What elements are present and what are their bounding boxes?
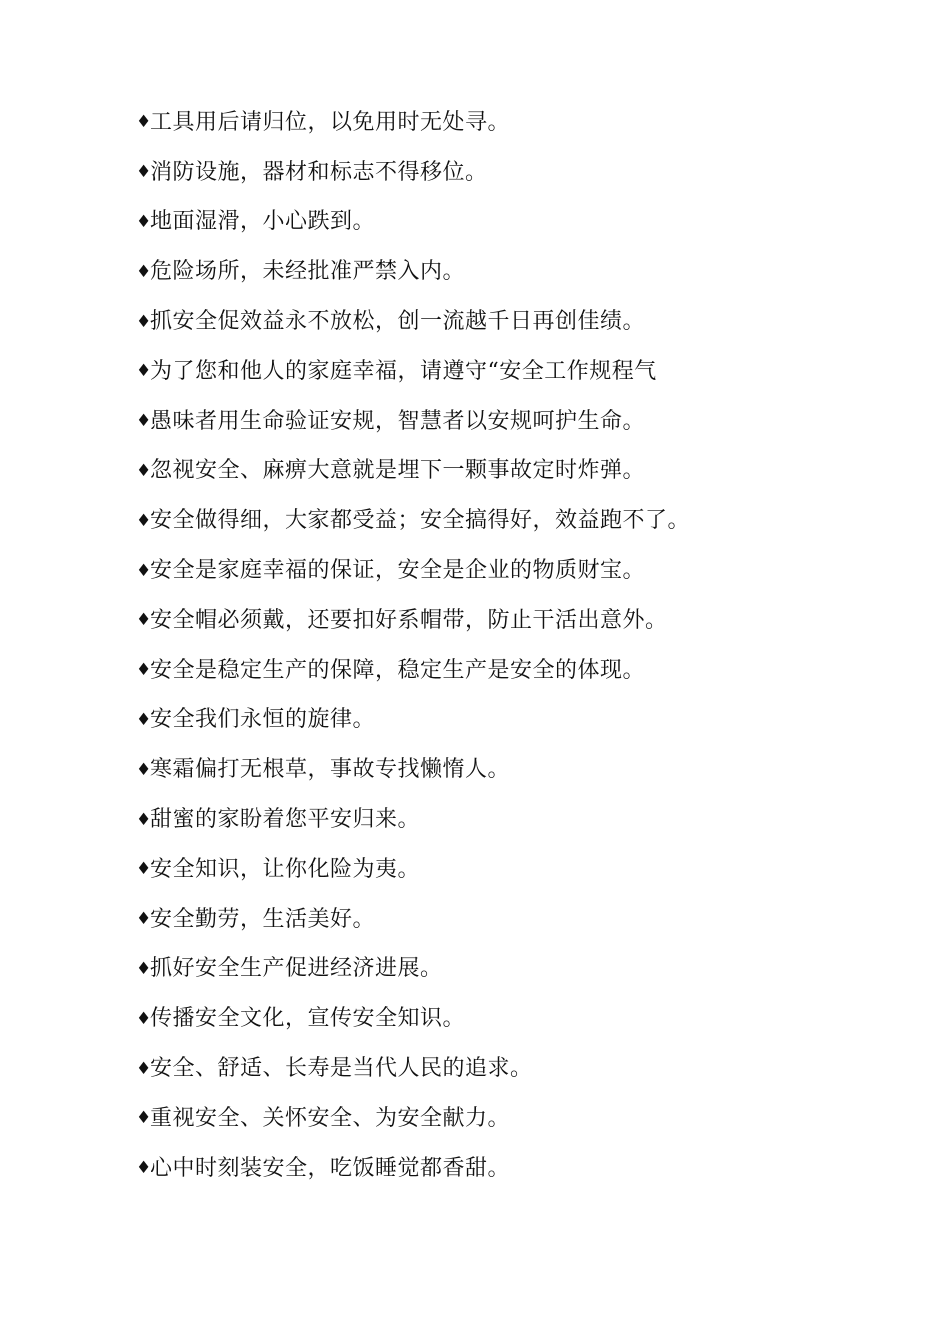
list-item <box>136 297 896 347</box>
slogan-text: 安全是家庭幸福的保证，安全是企业的物质财宝。 <box>150 558 646 584</box>
list-item <box>136 546 896 596</box>
list-item <box>136 1094 896 1144</box>
diamond-bullet-icon: ♦ <box>136 958 152 979</box>
list-item <box>136 397 896 447</box>
slogan-text: 工具用后请归位，以免用时无处寻。 <box>150 109 511 135</box>
diamond-bullet-icon: ♦ <box>136 660 152 681</box>
diamond-bullet-icon: ♦ <box>136 809 152 830</box>
list-item <box>136 596 896 646</box>
slogan-text: 地面湿滑，小心跌到。 <box>150 209 376 235</box>
diamond-bullet-icon: ♦ <box>136 311 152 332</box>
list-item <box>136 845 896 895</box>
slogan-text: 安全我们永恒的旋律。 <box>150 707 376 733</box>
slogan-text: 重视安全、关怀安全、为安全献力。 <box>150 1105 511 1131</box>
list-item <box>136 347 896 397</box>
diamond-bullet-icon: ♦ <box>136 361 152 382</box>
diamond-bullet-icon: ♦ <box>136 1008 152 1029</box>
list-item <box>136 895 896 945</box>
list-item <box>136 447 896 497</box>
slogan-text: 忽视安全、麻痹大意就是埋下一颗事故定时炸弹。 <box>150 458 646 484</box>
diamond-bullet-icon: ♦ <box>136 909 152 930</box>
diamond-bullet-icon: ♦ <box>136 1058 152 1079</box>
list-item <box>136 696 896 746</box>
diamond-bullet-icon: ♦ <box>136 610 152 631</box>
list-item <box>136 247 896 297</box>
diamond-bullet-icon: ♦ <box>136 211 152 232</box>
diamond-bullet-icon: ♦ <box>136 709 152 730</box>
slogan-text: 消防设施，器材和标志不得移位。 <box>150 159 488 185</box>
slogan-text: 甜蜜的家盼着您平安归来。 <box>150 807 421 833</box>
list-item <box>136 945 896 995</box>
slogan-list <box>136 98 896 1194</box>
list-item <box>136 994 896 1044</box>
slogan-text: 寒霜偏打无根草，事故专找懒惰人。 <box>150 757 511 783</box>
list-item <box>136 646 896 696</box>
list-item <box>136 745 896 795</box>
diamond-bullet-icon: ♦ <box>136 859 152 880</box>
slogan-text: 安全勤劳，生活美好。 <box>150 906 376 932</box>
diamond-bullet-icon: ♦ <box>136 261 152 282</box>
slogan-text: 安全做得细，大家都受益；安全搞得好，效益跑不了。 <box>150 508 691 534</box>
diamond-bullet-icon: ♦ <box>136 1158 152 1179</box>
diamond-bullet-icon: ♦ <box>136 1108 152 1129</box>
slogan-text: 心中时刻装安全，吃饭睡觉都香甜。 <box>150 1155 511 1181</box>
slogan-text: 安全是稳定生产的保障，稳定生产是安全的体现。 <box>150 657 646 683</box>
slogan-text: 愚味者用生命验证安规，智慧者以安规呵护生命。 <box>150 408 646 434</box>
list-item <box>136 198 896 248</box>
diamond-bullet-icon: ♦ <box>136 460 152 481</box>
slogan-text: 安全帽必须戴，还要扣好系帽带，防止干活出意外。 <box>150 607 668 633</box>
slogan-text: 为了您和他人的家庭幸福，请遵守“安全工作规程气 <box>150 358 657 384</box>
diamond-bullet-icon: ♦ <box>136 112 152 133</box>
list-item <box>136 1144 896 1194</box>
diamond-bullet-icon: ♦ <box>136 510 152 531</box>
list-item <box>136 1044 896 1094</box>
slogan-text: 传播安全文化，宣传安全知识。 <box>150 1006 466 1032</box>
diamond-bullet-icon: ♦ <box>136 560 152 581</box>
slogan-text: 抓好安全生产促进经济进展。 <box>150 956 443 982</box>
list-item <box>136 98 896 148</box>
list-item <box>136 148 896 198</box>
diamond-bullet-icon: ♦ <box>136 759 152 780</box>
slogan-text: 安全知识，让你化险为夷。 <box>150 856 421 882</box>
list-item <box>136 496 896 546</box>
slogan-text: 抓安全促效益永不放松，创一流越千日再创佳绩。 <box>150 309 646 335</box>
diamond-bullet-icon: ♦ <box>136 162 152 183</box>
list-item <box>136 795 896 845</box>
slogan-text: 危险场所，未经批准严禁入内。 <box>150 259 466 285</box>
diamond-bullet-icon: ♦ <box>136 411 152 432</box>
slogan-text: 安全、舒适、长寿是当代人民的追求。 <box>150 1056 533 1082</box>
